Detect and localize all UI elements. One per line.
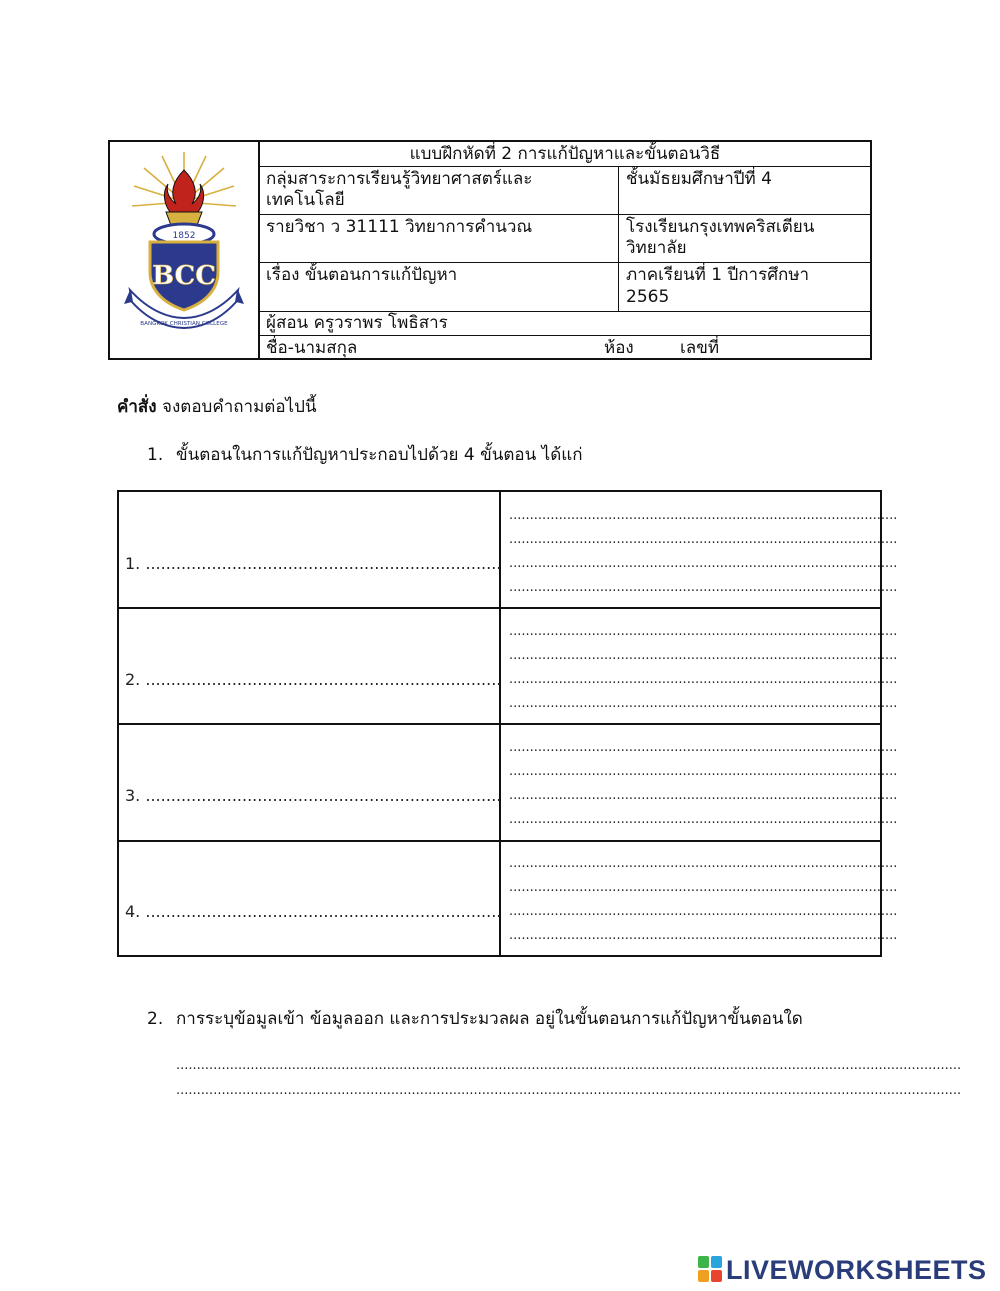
semester-year: 2565 (626, 287, 670, 307)
step-3-detail-line[interactable]: .............................................................................................. (509, 812, 898, 827)
school-crest-logo (110, 142, 258, 358)
answer-table-divider (119, 607, 880, 609)
step-2-answer[interactable]: 2. ...................................................................... (125, 670, 502, 689)
subject-group: กลุ่มสาระการเรียนรู้วิทยาศาสตร์และ (266, 169, 533, 189)
step-4-detail-line[interactable]: .............................................................................................. (509, 880, 898, 895)
header-divider (258, 214, 872, 215)
step-1-detail-line[interactable]: .............................................................................................. (509, 508, 898, 523)
question-2-answer-line[interactable]: .............................................................................................................................................................................................. (176, 1083, 962, 1098)
question-2-text: การระบุข้อมูลเข้า ข้อมูลออก และการประมวลผล อยู่ในขั้นตอนการแก้ปัญหาขั้นตอนใด (176, 1009, 803, 1029)
school-name-2: วิทยาลัย (626, 238, 687, 258)
step-2-detail-line[interactable]: .............................................................................................. (509, 624, 898, 639)
course-name: รายวิชา ว 31111 วิทยาการคำนวณ (266, 217, 533, 237)
step-1-detail-line[interactable]: .............................................................................................. (509, 532, 898, 547)
worksheet-title: แบบฝึกหัดที่ 2 การแก้ปัญหาและขั้นตอนวิธี (409, 144, 721, 164)
step-4-detail-line[interactable]: .............................................................................................. (509, 928, 898, 943)
step-3-detail-line[interactable]: .............................................................................................. (509, 764, 898, 779)
answer-table-divider (119, 723, 880, 725)
step-1-detail-line[interactable]: .............................................................................................. (509, 556, 898, 571)
logo-year: 1852 (172, 231, 196, 241)
school-name: โรงเรียนกรุงเทพคริสเตียน (626, 217, 815, 237)
liveworksheets-watermark (698, 1252, 987, 1288)
subject-group-2: เทคโนโลยี (266, 190, 345, 210)
header-divider (618, 166, 619, 311)
instruction (117, 396, 317, 418)
liveworksheets-text: LIVEWORKSHEETS (726, 1254, 987, 1285)
header-divider (258, 335, 872, 336)
logo-cell (110, 142, 260, 358)
instruction-text: จงตอบคำถามต่อไปนี้ (162, 397, 317, 417)
step-3-answer[interactable]: 3. ...................................................................... (125, 786, 502, 805)
step-1-answer[interactable]: 1. ...................................................................... (125, 554, 502, 573)
instruction-label: คำสั่ง (117, 397, 157, 417)
header-table (108, 140, 872, 360)
question-2-number: 2. (147, 1009, 164, 1029)
step-2-detail-line[interactable]: .............................................................................................. (509, 696, 898, 711)
semester: ภาคเรียนที่ 1 ปีการศึกษา (626, 265, 810, 285)
topic: เรื่อง ขั้นตอนการแก้ปัญหา (266, 265, 458, 285)
teacher-name: ผู้สอน ครูวราพร โพธิสาร (266, 313, 448, 333)
step-4-detail-line[interactable]: .............................................................................................. (509, 904, 898, 919)
student-name-label: ชื่อ-นามสกุล (266, 338, 358, 358)
step-4-answer[interactable]: 4. ...................................................................... (125, 902, 502, 921)
step-3-detail-line[interactable]: .............................................................................................. (509, 740, 898, 755)
answer-table (117, 490, 898, 957)
number-label: เลขที่ (680, 338, 720, 358)
header-divider (258, 311, 872, 312)
step-1-detail-line[interactable]: .............................................................................................. (509, 580, 898, 595)
step-4-detail-line[interactable]: .............................................................................................. (509, 856, 898, 871)
question-2-answer-line[interactable]: .............................................................................................................................................................................................. (176, 1058, 962, 1073)
step-3-detail-line[interactable]: .............................................................................................. (509, 788, 898, 803)
question-1-text: ขั้นตอนในการแก้ปัญหาประกอบไปด้วย 4 ขั้นตอน ได้แก่ (176, 445, 583, 465)
question-1-number: 1. (147, 445, 164, 465)
logo-initials: BCC (152, 261, 216, 291)
room-label: ห้อง (604, 338, 634, 358)
logo-motto: BANGKOK CHRISTIAN COLLEGE (140, 321, 228, 327)
answer-table-divider (119, 840, 880, 842)
step-2-detail-line[interactable]: .............................................................................................. (509, 672, 898, 687)
header-divider (258, 166, 872, 167)
header-divider (258, 262, 872, 263)
liveworksheets-logo-icon (698, 1256, 724, 1284)
step-2-detail-line[interactable]: .............................................................................................. (509, 648, 898, 663)
grade-level: ชั้นมัธยมศึกษาปีที่ 4 (626, 169, 772, 189)
